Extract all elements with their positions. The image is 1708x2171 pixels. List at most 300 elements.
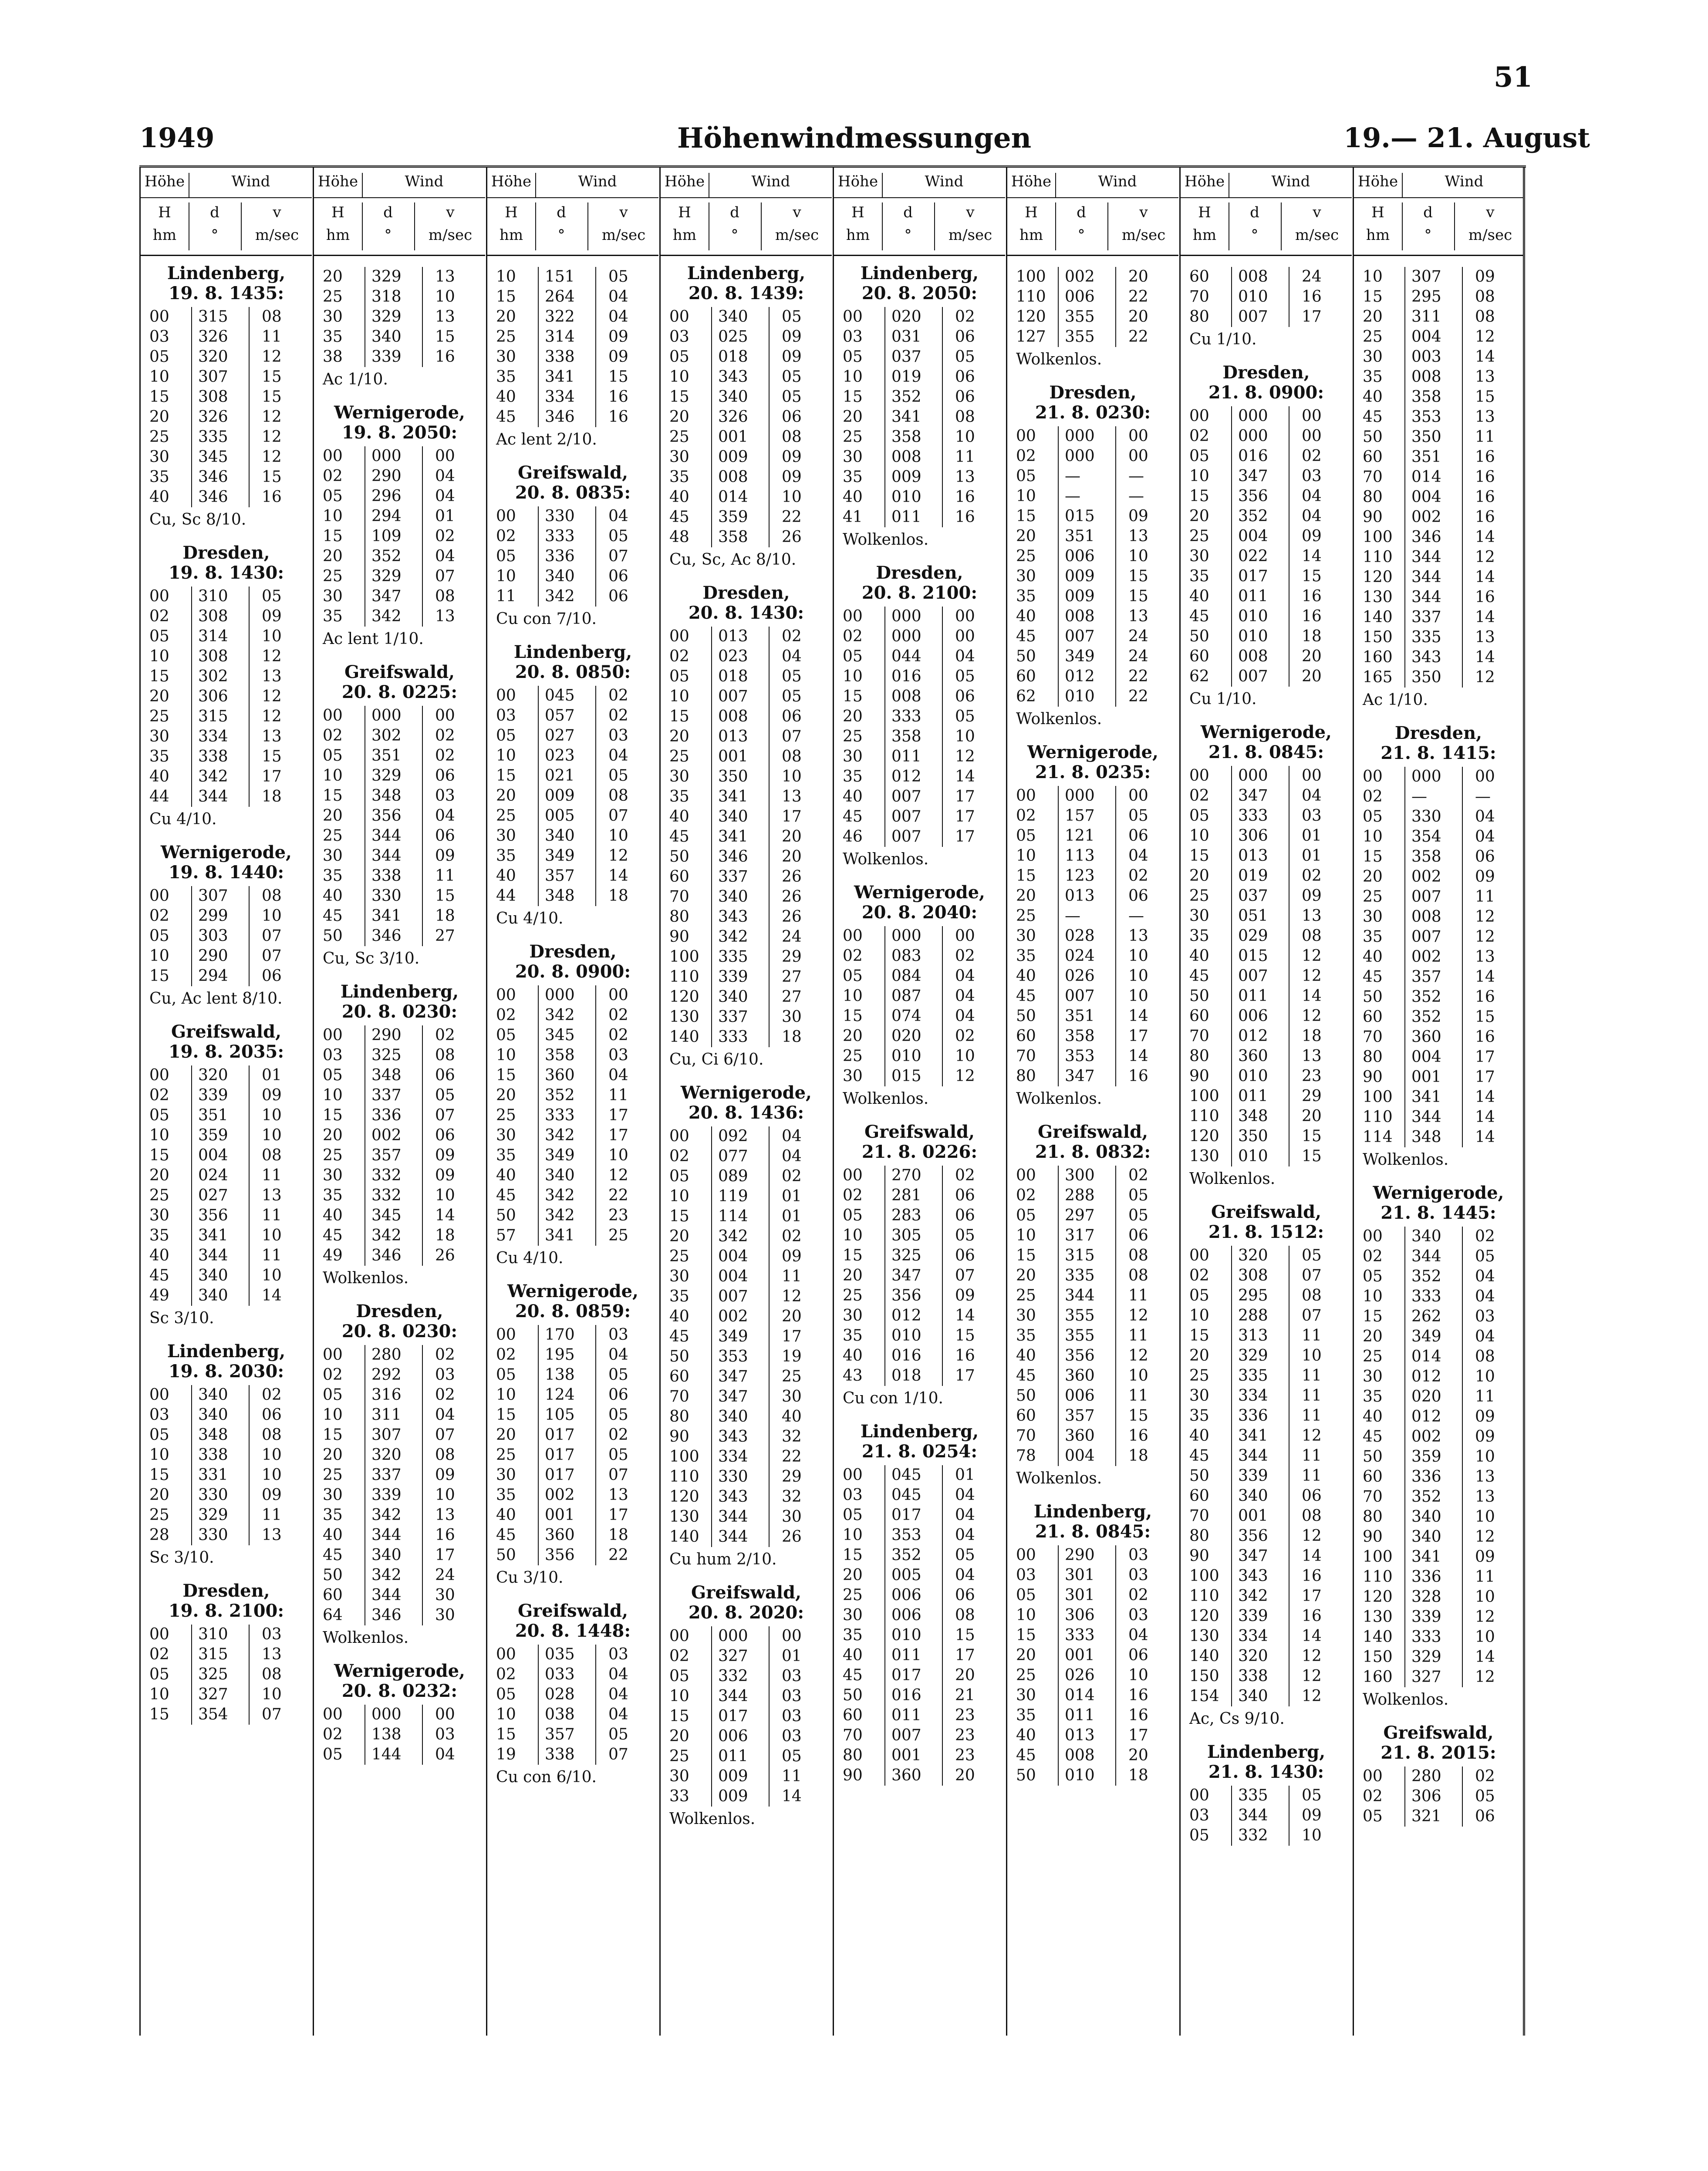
station-name: Lindenberg, (860, 263, 979, 283)
speed-cell: 04 (955, 1007, 975, 1025)
table-row (1363, 407, 1515, 427)
speed-cell: 12 (1302, 967, 1322, 985)
height-cell: 05 (323, 487, 343, 505)
direction-cell: 306 (1238, 827, 1268, 845)
table-row (1363, 1567, 1515, 1587)
direction-cell: 038 (545, 1706, 575, 1723)
speed-cell: 06 (1128, 1227, 1148, 1244)
measurement-time: 19. 8. 2035: (168, 1042, 284, 1062)
direction-cell: 000 (1065, 427, 1095, 445)
height-cell: 10 (843, 1227, 863, 1244)
height-cell: 25 (496, 1106, 516, 1124)
table-row (843, 607, 995, 627)
speed-cell: 14 (1475, 648, 1495, 666)
table-column (833, 168, 1005, 2036)
table-row (1363, 1107, 1515, 1127)
height-cell: 165 (1363, 668, 1393, 686)
table-row (149, 1485, 302, 1505)
height-cell: 45 (323, 907, 343, 925)
table-row (1189, 647, 1342, 667)
height-cell: 45 (1189, 607, 1209, 625)
speed-cell: — (1128, 487, 1144, 505)
station-block (661, 583, 832, 1070)
station-name: Dresden, (356, 1301, 443, 1321)
speed-cell: 09 (782, 448, 802, 466)
direction-cell: 305 (891, 1227, 922, 1244)
table-row (323, 1465, 475, 1485)
speed-cell: 08 (1475, 288, 1495, 306)
table-row (1363, 367, 1515, 387)
table-row (496, 706, 648, 726)
direction-cell: 000 (891, 927, 922, 945)
speed-cell: 07 (435, 1106, 455, 1124)
table-row (1189, 406, 1342, 426)
station-block (1181, 267, 1352, 350)
table-row (323, 1505, 475, 1525)
direction-cell: 281 (891, 1187, 922, 1204)
table-row (669, 1507, 822, 1527)
table-row (1189, 566, 1342, 587)
direction-cell: 307 (198, 368, 228, 386)
table-row (1189, 846, 1342, 866)
table-row (149, 926, 302, 946)
d-label: d (903, 204, 913, 221)
table-row (1016, 1446, 1168, 1466)
speed-cell: 16 (1475, 488, 1495, 506)
speed-cell: 03 (435, 787, 455, 805)
h-label: H (851, 204, 864, 221)
speed-cell: 10 (1128, 1367, 1148, 1385)
height-cell: 00 (323, 447, 343, 465)
table-row (323, 1585, 475, 1605)
height-cell: 10 (1189, 827, 1209, 845)
direction-cell: 020 (891, 1027, 922, 1045)
measurement-time: 21. 8. 1445: (1381, 1203, 1496, 1223)
speed-cell: 04 (1128, 847, 1148, 865)
speed-cell: 05 (608, 268, 628, 286)
speed-cell: 08 (608, 787, 628, 805)
measurement-time: 20. 8. 2040: (861, 902, 978, 923)
height-cell: 10 (1363, 268, 1383, 286)
height-cell: 05 (1189, 1827, 1209, 1844)
speed-cell: 03 (435, 1366, 455, 1384)
direction-cell: 027 (198, 1187, 228, 1204)
table-row (1189, 1086, 1342, 1106)
table-row (1016, 1246, 1168, 1266)
table-row (149, 1146, 302, 1166)
table-row (669, 327, 822, 347)
hm-label: hm (672, 226, 697, 244)
speed-cell: 08 (1475, 308, 1495, 326)
height-cell: 90 (669, 928, 689, 946)
direction-cell: 358 (891, 728, 922, 745)
height-cell: 25 (1016, 907, 1036, 925)
height-cell: 80 (1189, 1527, 1209, 1545)
height-cell: 50 (669, 1348, 689, 1365)
direction-cell: 296 (371, 487, 402, 505)
measurement-time: 21. 8. 0832: (1035, 1142, 1151, 1162)
height-cell: 50 (1189, 987, 1209, 1005)
speed-cell: 16 (435, 1526, 455, 1544)
direction-cell: 012 (1238, 1027, 1268, 1045)
station-block (141, 263, 312, 530)
table-row (323, 1565, 475, 1585)
direction-cell: 345 (198, 448, 228, 466)
height-cell: 00 (323, 1346, 343, 1364)
table-row (149, 407, 302, 427)
speed-cell: 30 (435, 1586, 455, 1604)
table-row (669, 307, 822, 327)
direction-cell: 006 (1065, 547, 1095, 565)
table-row (669, 1626, 822, 1646)
height-cell: 20 (496, 787, 516, 805)
measurement-time: 21. 8. 0845: (1035, 1521, 1151, 1542)
speed-cell: 02 (435, 527, 455, 545)
table-row (1363, 1447, 1515, 1467)
height-cell: 45 (496, 408, 516, 426)
direction-cell: 170 (545, 1326, 575, 1344)
speed-cell: 24 (435, 1566, 455, 1584)
direction-cell: 280 (371, 1346, 402, 1364)
direction-cell: 356 (198, 1207, 228, 1224)
table-row (669, 847, 822, 867)
direction-cell: 338 (545, 348, 575, 366)
height-cell: 80 (1363, 1508, 1383, 1526)
v-label: v (1486, 204, 1495, 221)
height-cell: 57 (496, 1227, 516, 1244)
direction-cell: 333 (1065, 1626, 1095, 1644)
table-row (1189, 806, 1342, 826)
speed-cell: 09 (262, 1486, 282, 1504)
page-title: Höhenwindmessungen (677, 122, 1032, 155)
speed-cell: 09 (1475, 868, 1495, 886)
station-name: Wernigerode, (1373, 1183, 1504, 1203)
hoehe-label: Höhe (487, 173, 536, 197)
height-cell: 05 (149, 1665, 169, 1683)
table-row (323, 486, 475, 506)
direction-cell: 008 (1238, 268, 1268, 286)
direction-cell: 340 (198, 1267, 228, 1284)
height-cell: 45 (843, 1666, 863, 1684)
direction-cell: 341 (198, 1227, 228, 1244)
speed-cell: 17 (435, 1546, 455, 1564)
height-cell: 45 (1016, 987, 1036, 1005)
speed-cell: 21 (955, 1686, 975, 1704)
direction-cell: 318 (371, 288, 402, 306)
table-row (1189, 1526, 1342, 1546)
speed-cell: 12 (1302, 1527, 1322, 1545)
speed-cell: 17 (608, 1106, 628, 1124)
table-row (669, 347, 822, 367)
msec-label: m/sec (775, 226, 819, 244)
table-row (1016, 1066, 1168, 1086)
table-row (149, 1525, 302, 1545)
speed-cell: 05 (955, 1546, 975, 1564)
table-row (149, 327, 302, 347)
speed-cell: 04 (955, 967, 975, 985)
height-cell: 15 (1363, 288, 1383, 306)
direction-cell: 004 (1411, 328, 1441, 346)
speed-cell: 06 (1128, 1646, 1148, 1664)
table-row (149, 587, 302, 607)
direction-cell: 343 (1411, 648, 1441, 666)
data-rows (1189, 766, 1342, 1166)
height-cell: 00 (149, 1386, 169, 1404)
v-label: v (1313, 204, 1321, 221)
speed-cell: 02 (1128, 1166, 1148, 1184)
table-row (496, 1745, 648, 1765)
height-cell: 60 (1016, 1027, 1036, 1045)
speed-cell: 08 (435, 1046, 455, 1064)
cloud-remark: Cu, Ci 6/10. (669, 1051, 764, 1069)
height-cell: 80 (1189, 308, 1209, 326)
station-block (314, 1661, 485, 1765)
direction-cell: 308 (1238, 1267, 1268, 1284)
direction-cell: 306 (198, 688, 228, 705)
height-cell: 35 (496, 1146, 516, 1164)
table-row (843, 1485, 995, 1505)
height-cell: 05 (1363, 808, 1383, 826)
height-cell: 30 (669, 448, 689, 466)
speed-cell: 06 (435, 767, 455, 785)
speed-cell: 16 (435, 348, 455, 366)
height-cell: 00 (323, 707, 343, 725)
table-row (1016, 627, 1168, 647)
table-row (323, 1206, 475, 1226)
data-rows (843, 607, 995, 847)
height-cell: 05 (496, 727, 516, 745)
table-row (843, 966, 995, 986)
data-rows (1189, 1786, 1342, 1846)
table-row (1363, 487, 1515, 507)
table-row (1363, 1307, 1515, 1327)
table-row (669, 1407, 822, 1427)
direction-cell: 000 (1065, 787, 1095, 805)
height-cell: 02 (1189, 787, 1209, 805)
direction-cell: 356 (1238, 1527, 1268, 1545)
direction-cell: 302 (371, 727, 402, 745)
speed-cell: 20 (955, 1766, 975, 1784)
height-cell: 40 (1189, 1427, 1209, 1445)
table-row (1189, 1326, 1342, 1346)
direction-cell: 351 (371, 747, 402, 765)
table-row (843, 1645, 995, 1665)
speed-cell: 15 (262, 748, 282, 765)
table-column (1179, 168, 1352, 2036)
height-cell: 100 (1363, 1548, 1393, 1566)
station-block (1007, 742, 1178, 1109)
speed-cell: 00 (1128, 427, 1148, 445)
direction-cell: 151 (545, 268, 575, 286)
direction-cell: 347 (1238, 1547, 1268, 1565)
direction-cell: 342 (371, 607, 402, 625)
station-name: Lindenberg, (340, 981, 459, 1002)
height-cell: 40 (149, 1247, 169, 1264)
table-row (843, 367, 995, 387)
table-row (1016, 1186, 1168, 1206)
table-row (496, 1325, 648, 1345)
height-cell: 25 (1016, 547, 1036, 565)
speed-cell: 17 (1128, 1726, 1148, 1744)
height-cell: 25 (669, 1247, 689, 1265)
speed-cell: 06 (1475, 848, 1495, 866)
data-rows (496, 267, 648, 427)
height-cell: 15 (669, 1207, 689, 1225)
direction-cell: 001 (891, 1746, 922, 1764)
table-row (1363, 887, 1515, 907)
table-row (1363, 1427, 1515, 1447)
table-row (496, 347, 648, 367)
height-cell: 80 (1016, 1067, 1036, 1085)
measurement-time: 20. 8. 2100: (861, 583, 978, 603)
height-cell: 02 (1363, 788, 1383, 806)
speed-cell: 22 (608, 1546, 628, 1564)
wind-label: Wind (1445, 173, 1484, 190)
station-name: Lindenberg, (1207, 1742, 1326, 1762)
direction-cell: 352 (891, 1546, 922, 1564)
direction-cell: 340 (718, 388, 748, 406)
table-row (1016, 667, 1168, 687)
table-row (149, 747, 302, 767)
direction-cell: 012 (891, 768, 922, 785)
table-row (323, 307, 475, 327)
speed-cell: 06 (955, 1586, 975, 1604)
height-cell: 35 (323, 1187, 343, 1204)
direction-cell: 018 (891, 1367, 922, 1385)
table-row (496, 526, 648, 546)
direction-cell: 307 (371, 1426, 402, 1444)
speed-cell: 17 (955, 788, 975, 806)
height-cell: 40 (496, 388, 516, 406)
speed-cell: 00 (1128, 447, 1148, 465)
table-row (669, 1146, 822, 1166)
speed-cell: 14 (1475, 1108, 1495, 1126)
speed-cell: 13 (262, 1526, 282, 1544)
cloud-remark: Ac 1/10. (323, 371, 388, 388)
direction-cell: 340 (718, 308, 748, 326)
height-cell: 15 (1363, 1308, 1383, 1325)
height-cell: 40 (496, 867, 516, 885)
station-name: Wernigerode, (334, 1661, 465, 1681)
table-row (149, 1625, 302, 1645)
direction-cell: 035 (545, 1645, 575, 1663)
direction-cell: 000 (371, 707, 402, 725)
table-row (1016, 1286, 1168, 1306)
height-cell: 110 (1363, 548, 1393, 566)
table-row (669, 1287, 822, 1307)
direction-cell: 010 (891, 488, 922, 506)
table-row (843, 1746, 995, 1766)
table-row (843, 1206, 995, 1226)
height-cell: 35 (323, 607, 343, 625)
height-cell: 05 (149, 1106, 169, 1124)
direction-cell: 353 (1411, 408, 1441, 426)
direction-cell: 295 (1411, 288, 1441, 306)
wind-label: Wind (1098, 173, 1137, 190)
height-cell: 110 (1016, 288, 1046, 306)
table-row (843, 1066, 995, 1086)
direction-cell: 338 (198, 748, 228, 765)
direction-cell: 008 (1411, 368, 1441, 386)
direction-cell: 334 (718, 1448, 748, 1466)
height-cell: 80 (669, 908, 689, 926)
table-row (1363, 1527, 1515, 1547)
table-row (496, 1345, 648, 1365)
direction-cell: 307 (1411, 268, 1441, 286)
table-row (1363, 1587, 1515, 1607)
direction-cell: 357 (545, 1726, 575, 1743)
speed-cell: 10 (1128, 967, 1148, 985)
height-cell: 05 (669, 1667, 689, 1685)
direction-cell: 314 (198, 627, 228, 645)
speed-cell: 10 (262, 1466, 282, 1484)
speed-cell: 07 (608, 807, 628, 825)
direction-cell: 297 (1065, 1207, 1095, 1224)
speed-cell: 10 (435, 1187, 455, 1204)
direction-cell: 346 (1411, 528, 1441, 546)
speed-cell: 08 (262, 1146, 282, 1164)
table-row (669, 1787, 822, 1807)
direction-cell: 018 (718, 667, 748, 685)
data-rows (496, 686, 648, 906)
table-row (323, 506, 475, 526)
h-label: H (331, 204, 344, 221)
direction-cell: 340 (718, 1408, 748, 1426)
table-row (1189, 287, 1342, 307)
height-cell: 150 (1363, 628, 1393, 646)
speed-cell: 09 (435, 1146, 455, 1164)
direction-cell: 342 (371, 1566, 402, 1584)
data-rows (149, 1625, 302, 1725)
height-cell: 38 (323, 348, 343, 366)
direction-cell: 010 (1065, 688, 1095, 705)
data-rows (843, 1465, 995, 1786)
cloud-remark: Cu 1/10. (1189, 330, 1257, 348)
direction-cell: 010 (891, 1626, 922, 1644)
wind-label: Wind (751, 173, 790, 190)
speed-cell: 08 (1128, 1267, 1148, 1284)
direction-cell: 335 (1065, 1267, 1095, 1284)
speed-cell: 30 (782, 1508, 802, 1526)
height-cell: 49 (323, 1247, 343, 1264)
direction-cell: 349 (1411, 1328, 1441, 1345)
direction-cell: 344 (1238, 1447, 1268, 1465)
direction-cell: 341 (1238, 1427, 1268, 1445)
direction-cell: 341 (1411, 1548, 1441, 1566)
data-rows (1363, 267, 1515, 688)
table-row (1016, 287, 1168, 307)
table-row (496, 1045, 648, 1065)
direction-cell: 016 (891, 667, 922, 685)
direction-cell: 057 (545, 707, 575, 725)
table-row (1189, 446, 1342, 466)
speed-cell: 17 (955, 1367, 975, 1385)
direction-cell: 002 (1411, 1428, 1441, 1446)
direction-cell: 352 (1238, 507, 1268, 525)
direction-cell: 007 (1065, 987, 1095, 1005)
cloud-remark: Wolkenlos. (1363, 1691, 1449, 1709)
height-cell: 15 (843, 1247, 863, 1264)
table-row (669, 1746, 822, 1766)
height-cell: 25 (149, 1506, 169, 1524)
table-row (323, 1345, 475, 1365)
height-cell: 40 (1363, 1408, 1383, 1426)
speed-cell: 05 (608, 1366, 628, 1384)
direction-cell: 315 (1065, 1247, 1095, 1264)
direction-cell: 358 (1065, 1027, 1095, 1045)
direction-cell: 343 (718, 1428, 748, 1446)
direction-cell: 355 (1065, 1327, 1095, 1345)
